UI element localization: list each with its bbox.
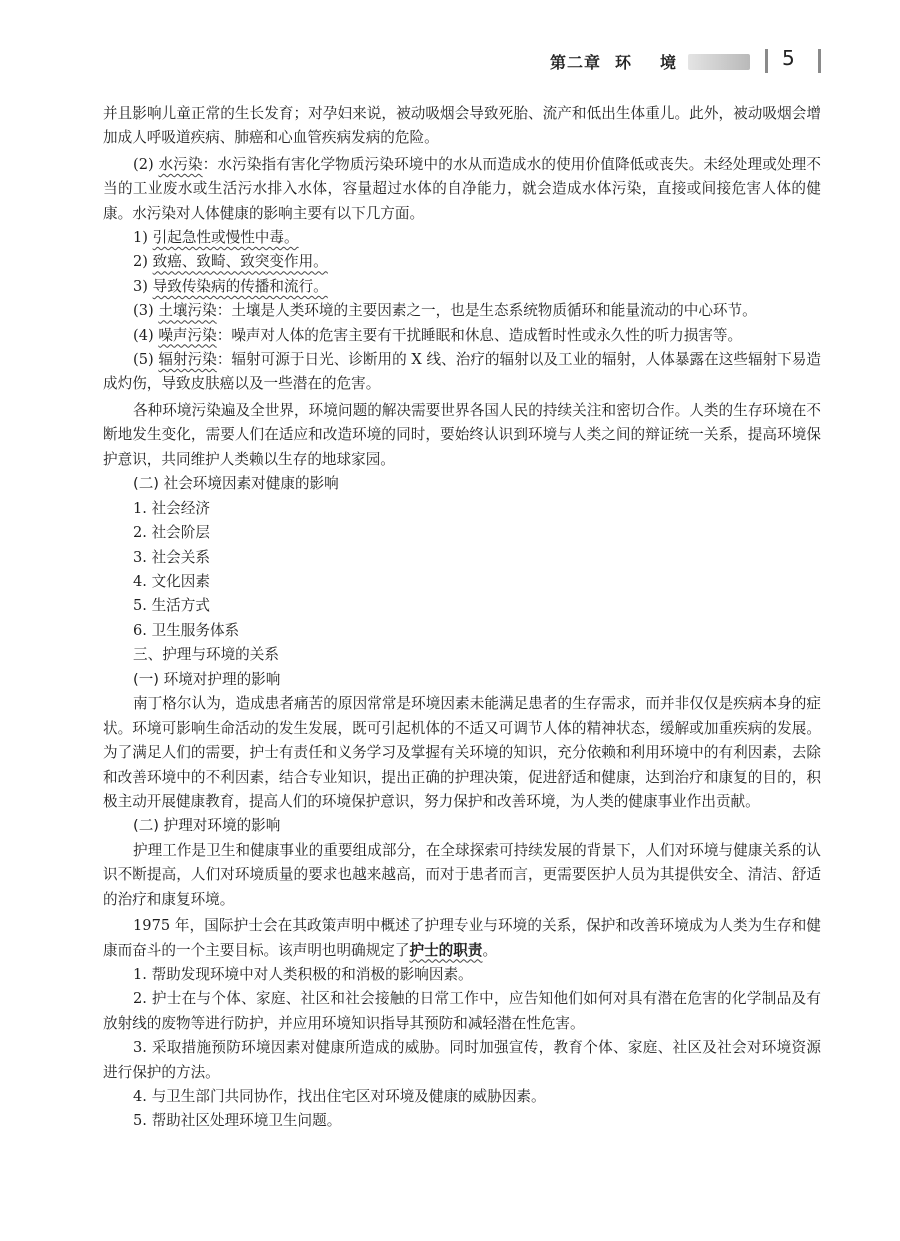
list-item: 3. 采取措施预防环境因素对健康所造成的威胁。同时加强宣传，教育个体、家庭、社区及社会对环境资源进行保护的方法。 (103, 1039, 821, 1081)
radiation-text: ：辐射可源于日光、诊断用的 X 线、治疗的辐射以及工业的辐射，人体暴露在这些辐射下易造成灼伤，导致皮肤癌以及一些潜在的危害。 (103, 351, 821, 393)
term-soil-pollution: 土壤污染 (158, 302, 217, 320)
paragraph-radiation-pollution (103, 348, 821, 397)
list-item: 2. 社会阶层 (133, 524, 210, 542)
list-item: 4. 文化因素 (133, 572, 210, 590)
term-noise-pollution: 噪声污染 (158, 326, 217, 344)
chapter-title-b: 境 (659, 53, 677, 72)
chapter-number: 第二章 (549, 53, 601, 72)
list-item: 6. 卫生服务体系 (133, 621, 240, 639)
heading-nursing-on-environment: (二) 护理对环境的影响 (133, 817, 281, 835)
list-item: 3. 社会关系 (133, 548, 210, 566)
list-item: 4. 与卫生部门共同协作，找出住宅区对环境及健康的威胁因素。 (133, 1088, 546, 1105)
page-body (103, 102, 821, 1134)
header-decor-bar (688, 54, 750, 70)
water-text: ：水污染指有害化学物质污染环境中的水从而造成水的使用价值降低或丧失。未经处理或处理不当的工业废水或生活污水排入水体，容量超过水体的自净能力，就会造成水体污染，直接或间接危害人体的健康。水污染对人体健康的影响主要有以下几方面。 (103, 155, 821, 222)
list-item (103, 275, 821, 299)
paragraph-passive-smoking: 并且影响儿童正常的生长发育；对孕妇来说，被动吸烟会导致死胎、流产和低出生体重儿。此外，被动吸烟会增加成人呼吸道疾病、肺癌和心血管疾病发病的危险。 (103, 105, 821, 147)
heading-nursing-environment: 三、护理与环境的关系 (133, 646, 279, 664)
paragraph-water-pollution (103, 153, 821, 226)
item-number: 3) (133, 277, 148, 295)
paragraph-icn-1975 (103, 914, 821, 963)
list-item: 1. 社会经济 (133, 499, 210, 517)
heading-social-environment: (二) 社会环境因素对健康的影响 (133, 475, 339, 493)
paragraph-global-environment: 各种环境污染遍及全世界，环境问题的解决需要世界各国人民的持续关注和密切合作。人类的生存环境在不断地发生变化，需要人们在适应和改造环境的同时，要始终认识到环境与人类之间的辩证统一关系，提高环境保护意识，共同维护人类赖以生存的地球家园。 (103, 401, 821, 468)
list-item: 5. 生活方式 (133, 597, 210, 615)
header-divider-right (818, 49, 821, 73)
term-radiation-pollution: 辐射污染 (158, 351, 217, 369)
icn-text: 1975 年，国际护士会在其政策声明中概述了护理专业与环境的关系，保护和改善环境成为人类为生存和健康而奋斗的一个主要目标。该声明也明确规定了 (103, 917, 821, 959)
paragraph-nursing-work: 护理工作是卫生和健康事业的重要组成部分，在全球探索可持续发展的背景下，人们对环境与健康关系的认识不断提高，人们对环境质量的要求也越来越高，而对于患者而言，更需要医护人员为其提供安全、清洁、舒适的治疗和康复环境。 (103, 841, 821, 908)
item-text: 致癌、致畸、致突变作用。 (152, 253, 328, 271)
list-item (103, 226, 821, 250)
chapter-title-a: 环 (614, 53, 632, 72)
paragraph-noise-pollution (103, 324, 821, 348)
item-text: 导致传染病的传播和流行。 (152, 277, 328, 295)
item-number: (2) (133, 155, 154, 173)
item-number: (4) (133, 326, 154, 344)
item-text: 引起急性或慢性中毒。 (152, 229, 299, 247)
item-number: (3) (133, 302, 154, 320)
soil-text: ：土壤是人类环境的主要因素之一，也是生态系统物质循环和能量流动的中心环节。 (216, 302, 757, 320)
noise-text: ：噪声对人体的危害主要有干扰睡眠和休息、造成暂时性或永久性的听力损害等。 (216, 326, 743, 344)
term-water-pollution: 水污染 (158, 155, 203, 173)
term-nurse-duties: 护士的职责 (409, 941, 483, 959)
heading-environment-on-nursing: (一) 环境对护理的影响 (133, 670, 281, 688)
paragraph-soil-pollution (103, 299, 821, 323)
list-item: 5. 帮助社区处理环境卫生问题。 (133, 1112, 342, 1130)
header-divider-left (765, 49, 768, 73)
item-number: 2) (133, 253, 148, 271)
chapter-title (550, 50, 677, 73)
list-item (103, 250, 821, 274)
icn-text-end: 。 (482, 941, 498, 959)
list-item: 2. 护士在与个体、家庭、社区和社会接触的日常工作中，应告知他们如何对具有潜在危害的化学制品及有放射线的废物等进行防护，并应用环境知识指导其预防和减轻潜在性危害。 (103, 990, 821, 1032)
page-number: 5 (782, 46, 795, 70)
list-item: 1. 帮助发现环境中对人类积极的和消极的影响因素。 (133, 965, 473, 983)
paragraph-nightingale: 南丁格尔认为，造成患者痛苦的原因常常是环境因素未能满足患者的生存需求，而并非仅仅是疾病本身的症状。环境可影响生命活动的发生发展，既可引起机体的不适又可调节人体的精神状态，缓解或加重疾病的发展。为了满足人们的需要，护士有责任和义务学习及掌握有关环境的知识，充分依赖和利用环境中的有利因素，去除和改善环境中的不利因素，结合专业知识，提出正确的护理决策，促进舒适和健康，达到治疗和康复的目的，积极主动开展健康教育，提高人们的环境保护意识，努力保护和改善环境，为人类的健康事业作出贡献。 (103, 695, 821, 810)
item-number: 1) (133, 229, 148, 247)
page-header (0, 44, 900, 78)
item-number: (5) (133, 351, 154, 369)
